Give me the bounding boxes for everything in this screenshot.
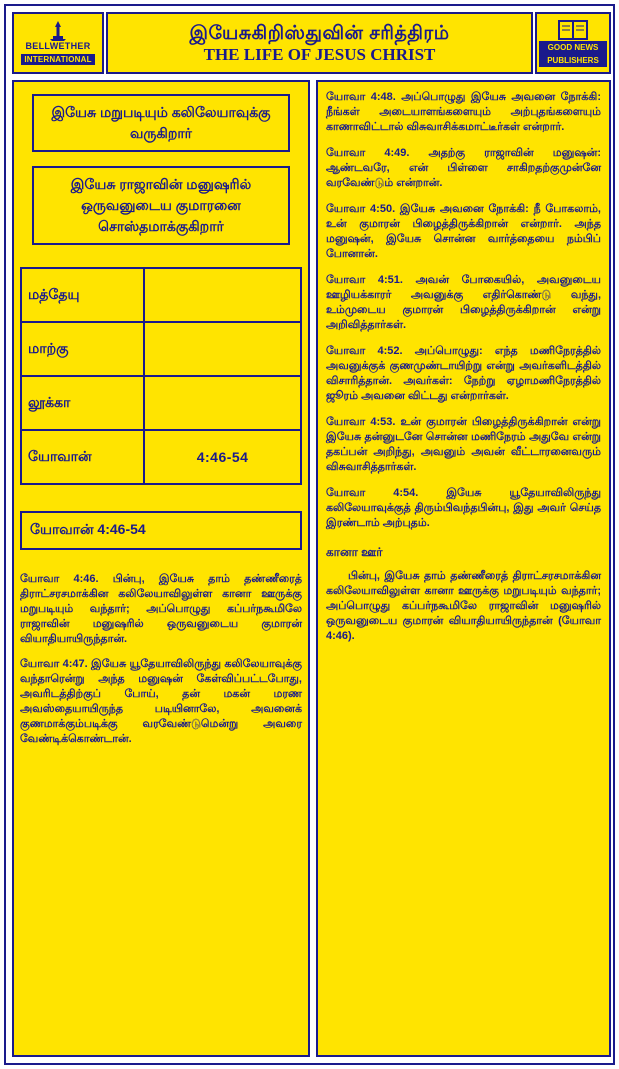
good-news-logo xyxy=(535,12,611,74)
book-icon xyxy=(558,19,588,41)
section-banner-1: இயேசு மறுபடியும் கலிலேயாவுக்கு வருகிறார் xyxy=(32,94,290,152)
bellwether-name: BELLWETHER xyxy=(25,41,91,51)
gospel-ref-john: 4:46-54 xyxy=(144,430,301,484)
table-row xyxy=(21,268,301,322)
torch-icon xyxy=(15,21,101,41)
verse-paragraph: யோவா 4:51. அவன் போகையில், அவனுடைய ஊழியக்காரர் அவனுக்கு எதிர்கொண்டு வந்து, உம்முடைய குமாரன் பிழைத்திருக்கிறான் என்று அறிவித்தார்கள். xyxy=(326,274,601,331)
bellwether-logo xyxy=(12,12,104,74)
closing-paragraph: பின்பு, இயேசு தாம் தண்ணீரைத் திராட்சரசமாக்கின கலிலேயாவிலுள்ள கானா ஊருக்கு மறுபடியும் வந்தார்; அப்பொழுது கப்பர்நகூமிலே ராஜாவின் மனுஷரில் ஒருவனுடைய குமாரன் வியாதியாயிருந்தான் (யோவா 4:46). xyxy=(326,570,601,642)
table-row xyxy=(21,430,301,484)
verse-paragraph: யோவா 4:46. பின்பு, இயேசு தாம் தண்ணீரைத் திராட்சரசமாக்கின கலிலேயாவிலுள்ள கானா ஊருக்கு மறுபடியும் வந்தார்; அப்பொழுது கப்பர்நகூமிலே ராஜாவின் மனுஷரில் ஒருவனுடைய குமாரன் வியாதியாயிருந்தான். xyxy=(20,573,302,645)
verse-paragraph: யோவா 4:47. இயேசு யூதேயாவிலிருந்து கலிலேயாவுக்கு வந்தாரென்று அந்த மனுஷன் கேள்விப்பட்டபோது, அவரிடத்திற்குப் போய், தன் மகன் மரண அவஸ்தையாயிருந்த படியினாலே, அவனைக் குணமாக்கும்படிக்கு வரவேண்டுமென்று அவரை வேண்டிக்கொண்டான். xyxy=(20,658,302,745)
page-header xyxy=(12,12,611,74)
page-title-english: THE LIFE OF JESUS CHRIST xyxy=(203,44,436,64)
passage-reference: யோவான் 4:46-54 xyxy=(20,511,302,550)
gospel-name-mark: மாற்கு xyxy=(21,322,144,376)
verse-paragraph: யோவா 4:50. இயேசு அவனை நோக்கி: நீ போகலாம், உன் குமாரன் பிழைத்திருக்கிறான் என்றார். அந்த மனுஷன், இயேசு சொன்ன வார்த்தையை நம்பிப் போனான். xyxy=(326,203,601,260)
gospel-ref-mark xyxy=(144,322,301,376)
verse-paragraph: யோவா 4:49. அதற்கு ராஜாவின் மனுஷன்: ஆண்டவரே, என் பிள்ளை சாகிறதற்குமுன்னே வரவேண்டும் என்றான். xyxy=(326,147,601,189)
verse-paragraph: யோவா 4:54. இயேசு யூதேயாவிலிருந்து கலிலேயாவுக்குத் திரும்பிவந்தபின்பு, இது அவர் செய்த இரண்டாம் அற்புதம். xyxy=(326,487,601,529)
table-row xyxy=(21,322,301,376)
gospel-name-luke: லூக்கா xyxy=(21,376,144,430)
gospel-ref-luke xyxy=(144,376,301,430)
left-column xyxy=(12,80,310,1057)
verse-paragraph: யோவா 4:52. அப்பொழுது: எந்த மணிநேரத்தில் அவனுக்குக் குணமுண்டாயிற்று என்று அவர்களிடத்தில் விசாரித்தான். அவர்கள்: நேற்று ஏழாமணிநேரத்தில் ஜூரம் அவனை விட்டது என்றார்கள். xyxy=(326,345,601,402)
bellwether-sub: INTERNATIONAL xyxy=(21,54,94,65)
good-news-line2: PUBLISHERS xyxy=(539,54,607,67)
title-box xyxy=(106,12,533,74)
verse-paragraph: யோவா 4:48. அப்பொழுது இயேசு அவனை நோக்கி: நீங்கள் அடையாளங்களையும் அற்புதங்களையும் காணாவிட்டால் விசுவாசிக்கமாட்டீர்கள் என்றார். xyxy=(326,91,601,133)
page-frame xyxy=(4,4,615,1065)
page-title-tamil: இயேசுகிறிஸ்துவின் சரித்திரம் xyxy=(189,22,450,44)
verse-paragraph: யோவா 4:53. உன் குமாரன் பிழைத்திருக்கிறான் என்று இயேசு தன்னுடனே சொன்ன மணிநேரம் அதுவே என்று தகப்பன் அறிந்து, அவனும் அவன் வீட்டாரனைவரும் விசுவாசித்தார்கள். xyxy=(326,416,601,473)
section-banner-2: இயேசு ராஜாவின் மனுஷரில் ஒருவனுடைய குமாரனை சொஸ்தமாக்குகிறார் xyxy=(32,166,290,245)
subheading-cana: கானா ஊர் xyxy=(326,545,383,559)
gospel-reference-table xyxy=(20,267,302,485)
right-column xyxy=(316,80,611,1057)
gospel-name-matthew: மத்தேயு xyxy=(21,268,144,322)
gospel-name-john: யோவான் xyxy=(21,430,144,484)
left-body-text xyxy=(20,572,302,747)
good-news-line1: GOOD NEWS xyxy=(539,41,607,54)
gospel-ref-matthew xyxy=(144,268,301,322)
table-row xyxy=(21,376,301,430)
